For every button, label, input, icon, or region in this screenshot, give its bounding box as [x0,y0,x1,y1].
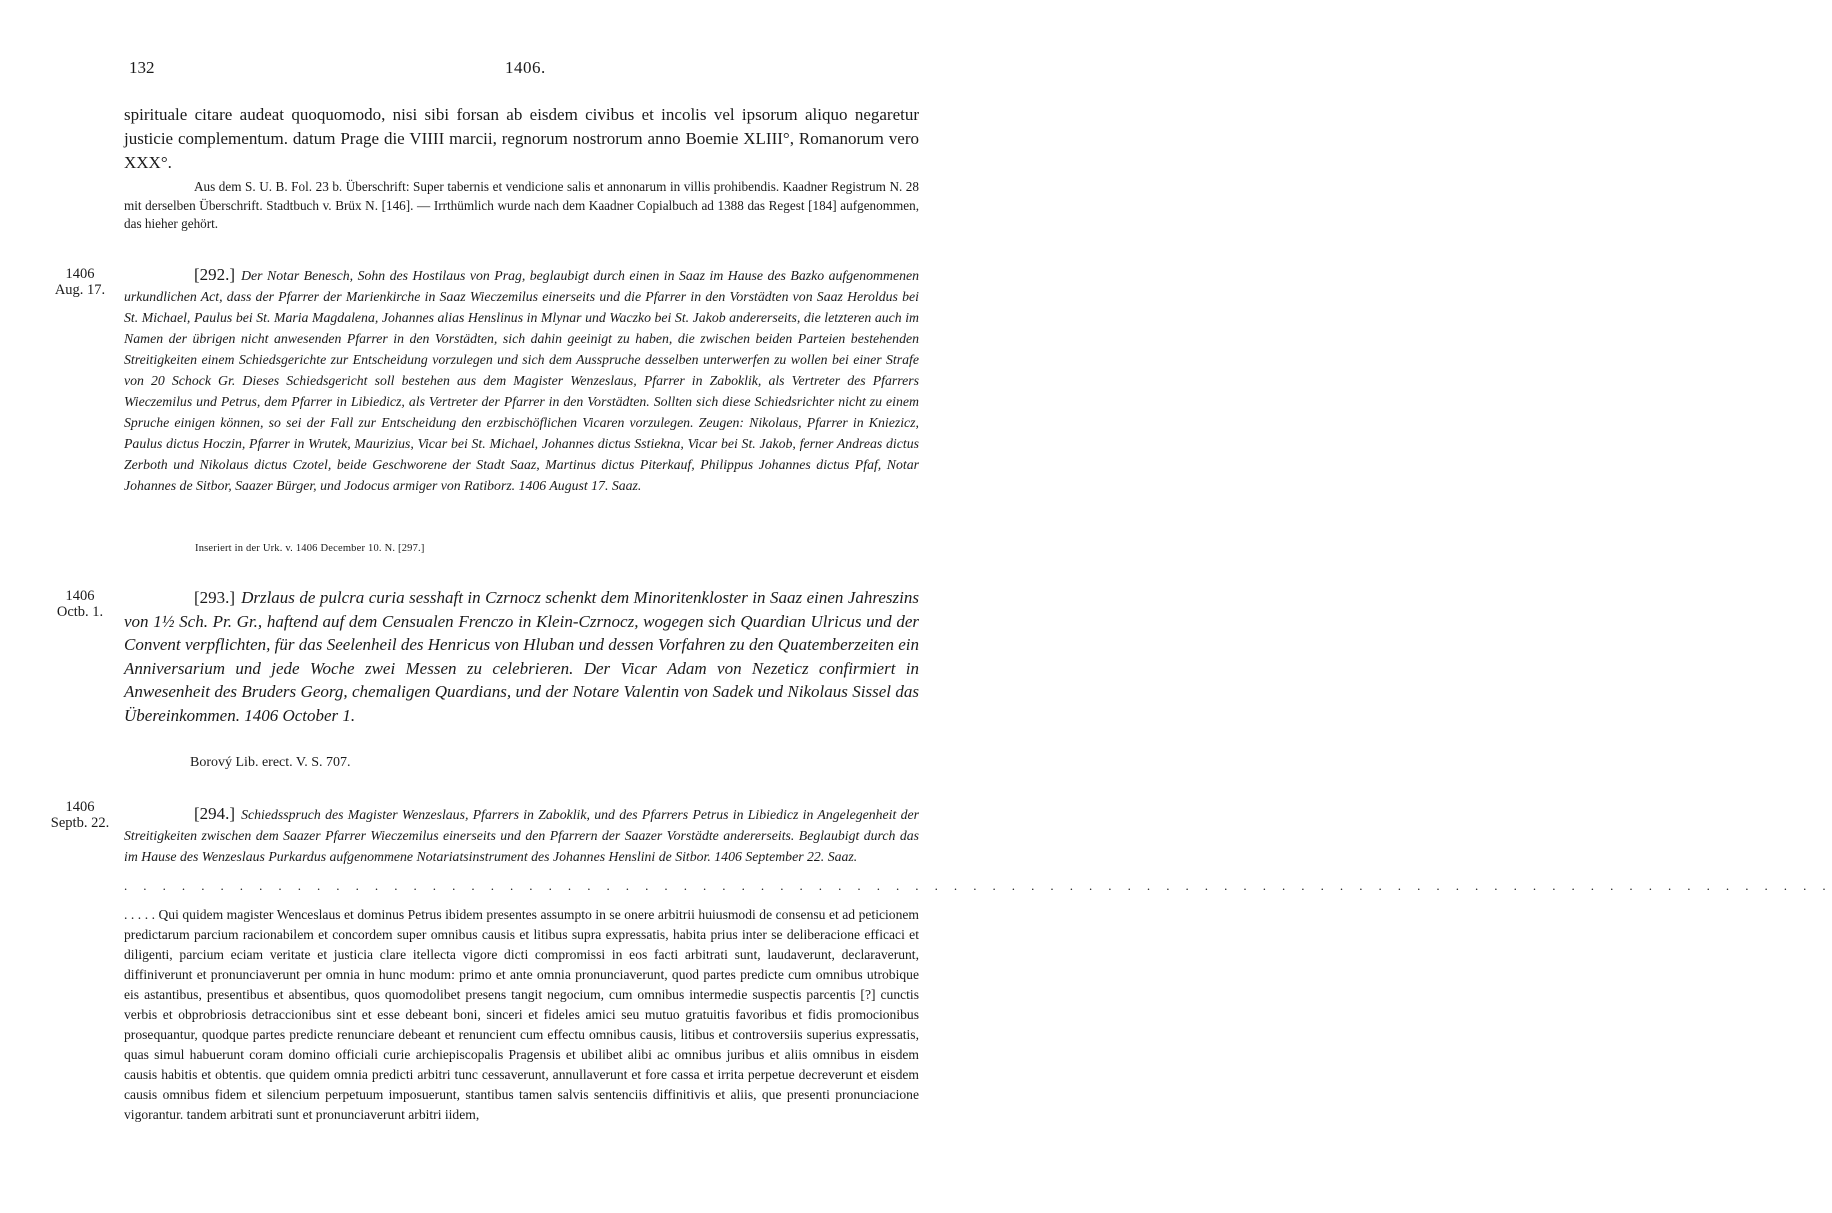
regest-292 [124,264,919,496]
page-number: 132 [129,58,155,77]
source-note-293: Borový Lib. erect. V. S. 707. [190,755,351,770]
margin-date-292 [44,266,116,298]
margin-date-day: Septb. 22. [50,815,110,831]
regest-number: [293.] [194,588,236,607]
running-head: 1406. [505,58,546,77]
margin-date-year: 1406 [65,799,95,815]
regest-text: Der Notar Benesch, Sohn des Hostilaus von Prag, beglaubigt durch einen in Saaz im Hause des Bazko aufgenommenen urkundlichen Act, dass der Pfarrer der Marienkirche in Saaz Wieczemilus einerseits und die Pfarrer in den Vorstädten von Saaz Heroldus bei St. Michael, Paulus bei St. Maria Magdalena, Johannes alias Henslinus in Mlynar und Waczko bei St. Jakob andererseits, die letzteren auch im Namen der übrigen nicht anwesenden Pfarrer in den Vorstädten, sich dahin geeinigt zu haben, die zwischen beiden Parteien bestehenden Streitigkeiten einem Schiedsgerichte zur Entscheidung vorzulegen und sich dem Ausspruche desselben unterwerfen zu wollen bei einer Strafe von 20 Schock Gr. Dieses Schiedsgericht soll bestehen aus dem Magister Wenzeslaus, Pfarrer in Zaboklik, als Vertreter des Pfarrers Wieczemilus und Petrus, dem Pfarrer in Libiedicz, als Vertreter der Pfarrer in den Vorstädten. Sollten sich diese Schiedsrichter nicht zu einem Spruche einigen können, so sei der Fall zur Entscheidung den erzbischöflichen Vicaren vorzulegen. Zeugen: Nikolaus, Pfarrer in Kniezicz, Paulus dictus Hoczin, Pfarrer in Wrutek, Maurizius, Vicar bei St. Michael, Johannes dictus Sstiekna, Vicar bei St. Jakob, ferner Andreas dictus Zerboth und Nikolaus dictus Czotel, beide Geschworene der Stadt Saaz, Martinus dictus Piterkauf, Philippus Johannes dictus Pfaf, Notar Johannes de Sitbor, Saazer Bürger, und Jodocus armiger von Ratiborz. 1406 August 17. Saaz. [124,268,919,493]
margin-date-day: Octb. 1. [56,604,104,620]
intro-paragraph: spirituale citare audeat quoquomodo, nisi sibi forsan ab eisdem civibus et incolis vel ipsorum aliquo negaretur justicie complementum. datum Prage die VIIII marcii, regnorum nostrorum anno Boemie XLIII°, Romanorum vero XXX°. [124,105,919,172]
regest-number: [292.] [194,265,236,284]
ellipsis-line: . . . . . . . . . . . . . . . . . . . . . . . . . . . . . . . . . . . . . . . . . . . . . . . . . . . . . . . . . . . . . . . . . . . . . . . . . . . . . . . . . . . . . . . . . [124,878,1832,893]
regest-text: Drzlaus de pulcra curia sesshaft in Czrnocz schenkt dem Minoritenkloster in Saaz einen Jahreszins von 1½ Sch. Pr. Gr., haftend auf dem Censualen Frenczo in Klein-Czrnocz, wogegen sich Quardian Ulricus und der Convent verpflichten, für das Seelenheil des Henricus von Hluban und dessen Vorfahren zu den Quatemberzeiten ein Anniversarium und jede Woche zwei Messen zu celebrieren. Der Vicar Adam von Nezeticz confirmiert in Anwesenheit des Bruders Georg, chemaligen Quardians, und der Notare Valentin von Sadek und Nikolaus Sissel das Übereinkommen. 1406 October 1. [124,588,919,725]
regest-293 [124,586,919,727]
margin-date-day: Aug. 17. [54,282,106,298]
regest-text: Schiedsspruch des Magister Wenzeslaus, Pfarrers in Zaboklik, und des Pfarrers Petrus in Libiedicz in Angelegenheit der Streitigkeiten zwischen dem Saazer Pfarrer Wieczemilus einerseits und den Pfarrern der Saazer Vorstädte andererseits. Beglaubigt durch das im Hause des Wenzeslaus Purkardus aufgenommene Notariatsinstrument des Johannes Henslini de Sitbor. 1406 September 22. Saaz. [124,807,919,864]
source-note-292: Inseriert in der Urk. v. 1406 December 10. N. [297.] [195,543,425,554]
intro-source-note: Aus dem S. U. B. Fol. 23 b. Überschrift: Super tabernis et vendicione salis et annonarum in villis prohibendis. Kaadner Registrum N. 28 mit derselben Überschrift. Stadtbuch v. Brüx N. [146]. — Irrthümlich wurde nach dem Kaadner Copialbuch ad 1388 das Regest [184] aufgenommen, das hieher gehört. [124,179,919,231]
margin-date-293 [44,588,116,620]
regest-number: [294.] [194,804,236,823]
margin-date-year: 1406 [65,266,95,282]
margin-date-year: 1406 [65,588,95,604]
margin-date-294 [44,799,116,831]
latin-text-excerpt: . . . . . Qui quidem magister Wenceslaus et dominus Petrus ibidem presentes assumpto in se onere arbitrii huiusmodi de consensu et ad peticionem predictarum parcium racionabilem et concordem super omnibus causis et litibus supra expressatis, habita prius inter se deliberacione efficaci et diligenti, parcium eciam veritate et justicia clare itellecta vigore dicti compromissi in eos facti arbitrati sunt, laudaverunt, declaraverunt, diffiniverunt et pronunciaverunt per omnia in hunc modum: primo et ante omnia pronunciaverunt, quod partes predicte cum omnibus utrobique eis astantibus, presentibus et absentibus, quos quomodolibet presens tangit negocium, cum omnibus intermedie suspectis parcentis [?] cunctis verbis et obprobriosis detraccionibus sint et esse debeant boni, sinceri et fideles amici seu mutuo gratuitis favoribus et fidis promocionibus prosequantur, quodque partes predicte renunciare debeant et renuncient cum effectu omnibus causis, litibus et controversiis superius expressatis, quas simul habuerunt coram domino officiali curie archiepiscopalis Pragensis et ubilibet alibi ac omnibus juribus et aliis omnibus in eisdem causis habitis et obtentis. que quidem omnia predicti arbitri tunc cessaverunt, annullaverunt et fore cassa et irrita perpetue decreverunt et eisdem causis omnibus fidem et silencium perpetuum imposuerunt, stantibus tamen salvis sentenciis diffinitivis et aliis, que presenti pronunciacione vigorantur. tandem arbitrati sunt et pronunciaverunt arbitri iidem, [124,907,919,1122]
regest-294 [124,803,919,867]
